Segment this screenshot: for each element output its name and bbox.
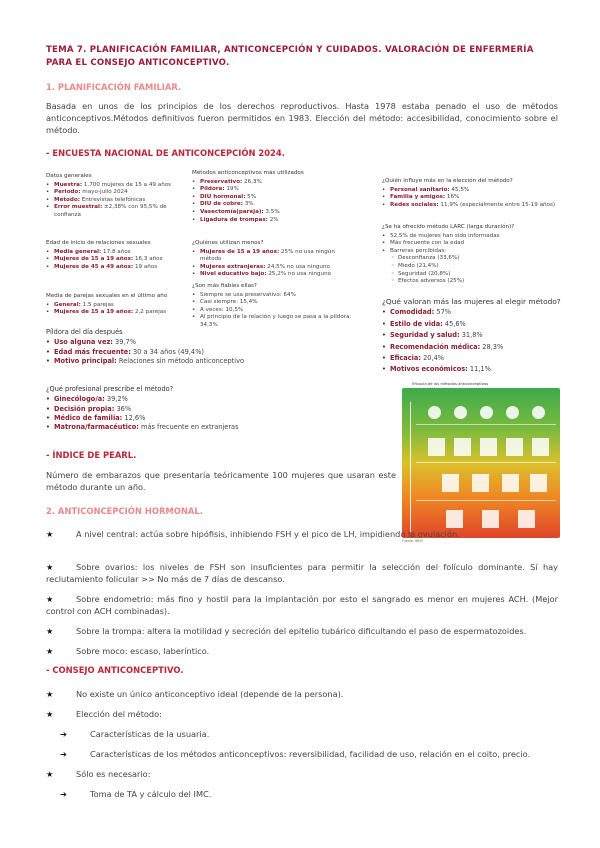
- method-icon: [428, 438, 445, 456]
- list-item: [46, 256, 194, 264]
- consejo-item: [46, 708, 162, 720]
- item-value: 26,3%: [242, 178, 262, 185]
- list-item: [46, 405, 296, 414]
- list-item: • Siempre se usa preservativo: 64%: [192, 292, 352, 300]
- item-value: más frecuente en extranjeras: [138, 423, 239, 432]
- item-label: Motivo principal:: [54, 356, 117, 365]
- method-icon: [454, 406, 467, 419]
- list-item: [192, 271, 352, 279]
- list-item: [192, 186, 350, 194]
- method-icon: [442, 474, 459, 492]
- star-icon: ★: [46, 689, 54, 699]
- item-value: 19%: [224, 186, 239, 193]
- survey-influence: [382, 178, 562, 209]
- item-value: 12,6%: [122, 413, 146, 422]
- star-icon: ★: [46, 769, 54, 779]
- survey-who-uses-less: [192, 240, 352, 279]
- item-label: Método:: [54, 196, 80, 203]
- section-heading-hormonal: 2. ANTICONCEPCIÓN HORMONAL.: [46, 506, 203, 516]
- star-icon: ★: [46, 646, 54, 656]
- consejo-text: Sólo es necesario:: [76, 769, 151, 779]
- block-title: ¿Qué profesional prescribe el método?: [46, 385, 174, 393]
- item-label: Estilo de vida:: [390, 319, 443, 328]
- consejo-subitem: [60, 788, 211, 800]
- item-value: 3,5%: [263, 208, 280, 215]
- hormonal-item-text: Sobre endometrio: más fino y hostil para la implantación por esto el sangrado es menor en mujeres ACH. (Mejor control con ACH combinadas).: [46, 594, 558, 617]
- item-label: Personal sanitario:: [390, 186, 450, 193]
- arrow-icon: ➔: [60, 789, 67, 799]
- survey-general-data: [46, 173, 194, 220]
- item-value: 16%: [445, 194, 460, 201]
- item-value: 1.700 mujeres de 15 a 49 años: [82, 181, 172, 188]
- item-label: Médico de familia:: [54, 413, 123, 422]
- hormonal-item-text: Sobre ovarios: los niveles de FSH son insuficientes para permitir la selección del folículo dominante. Sí hay reclutamiento folicular >> No más de 7 días de descanso.: [46, 562, 558, 585]
- item-value: 39,2%: [104, 395, 128, 404]
- list-subitem: ◦ Miedo (21,4%): [382, 263, 562, 271]
- survey-methods-used: [192, 170, 350, 224]
- item-label: Nivel educativo bajo:: [200, 271, 267, 278]
- method-icon: [454, 438, 471, 456]
- survey-morning-after-pill: [46, 328, 246, 366]
- item-value: Entrevistas telefónicas: [79, 196, 146, 203]
- item-label: Vasectomía(pareja):: [200, 208, 264, 215]
- item-label: Mujeres de 15 a 19 años:: [200, 248, 280, 255]
- list-item: [382, 319, 564, 330]
- item-label: Mujeres de 45 a 49 años:: [54, 263, 134, 270]
- item-value: 31,8%: [459, 331, 483, 340]
- list-item: [382, 202, 562, 210]
- item-label: Edad más frecuente:: [54, 347, 131, 356]
- list-item: [192, 249, 352, 264]
- infographic-source: Fuente: WHO: [402, 539, 424, 543]
- item-label: Decisión propia:: [54, 404, 115, 413]
- list-item: • Casi siempre: 15,4%: [192, 299, 352, 307]
- list-item: [382, 307, 564, 318]
- item-value: 20,4%: [421, 353, 445, 362]
- block-title: ¿Son más fiables ellas?: [192, 283, 257, 289]
- star-icon: ★: [46, 529, 54, 539]
- item-label: Matrona/farmacéutico:: [54, 423, 139, 432]
- item-value: 11,9% (especialmente entre 15-19 años): [438, 201, 556, 208]
- list-item: [382, 194, 562, 202]
- survey-first-sex-age: [46, 240, 194, 271]
- item-label: Familia y amigos:: [390, 194, 446, 201]
- item-label: Mujeres extranjeras:: [200, 263, 266, 270]
- item-value: 57%: [434, 308, 452, 317]
- list-item: [192, 201, 350, 209]
- tier-divider: [416, 500, 556, 501]
- item-label: Periodo:: [54, 189, 81, 196]
- item-value: 39,7%: [112, 338, 136, 347]
- method-icon: [506, 406, 519, 419]
- survey-larc: [382, 224, 562, 286]
- section-heading-consejo: - CONSEJO ANTICONCEPTIVO.: [46, 665, 184, 675]
- item-value: 16,3 años: [133, 256, 163, 263]
- consejo-subitem: [60, 748, 530, 760]
- consejo-text: Características de la usuaria.: [90, 729, 210, 739]
- hormonal-item: [46, 528, 558, 540]
- item-value: 25,2% no usa ninguno: [266, 271, 332, 278]
- document-title: TEMA 7. PLANIFICACIÓN FAMILIAR, ANTICONCEPCIÓN Y CUIDADOS. VALORACIÓN DE ENFERMERÍA PARA EL CONSEJO ANTICONCEPTIVO.: [46, 45, 534, 68]
- item-label: General:: [54, 301, 81, 308]
- block-title: Píldora del día después: [46, 328, 123, 336]
- list-item: • Al principio de la relación y luego se pasa a la píldora: 34,3%: [192, 314, 352, 329]
- contraceptive-effectiveness-infographic: [402, 388, 560, 538]
- survey-values: [382, 297, 564, 376]
- block-title: Datos generales: [46, 173, 92, 179]
- item-value: Relaciones sin método anticonceptivo: [116, 356, 245, 365]
- item-label: Eficacia:: [390, 353, 422, 362]
- tier-divider: [416, 424, 556, 425]
- block-title: ¿Quién influye más en la elección del método?: [382, 178, 513, 184]
- hormonal-item: [46, 561, 558, 585]
- list-item: [46, 395, 296, 404]
- star-icon: ★: [46, 709, 54, 719]
- item-value: 45,6%: [442, 319, 466, 328]
- item-label: Motivos económicos:: [390, 365, 468, 374]
- item-label: Redes sociales:: [390, 201, 439, 208]
- list-item: [46, 423, 296, 432]
- section-heading-encuesta: - ENCUESTA NACIONAL DE ANTICONCEPCIÓN 2024.: [46, 148, 285, 158]
- consejo-item: [46, 768, 150, 780]
- infographic-title: Eficacia de los métodos anticonceptivos: [412, 381, 489, 386]
- list-item: [382, 364, 564, 375]
- hormonal-item: [46, 625, 558, 637]
- item-label: Seguridad y salud:: [390, 331, 460, 340]
- hormonal-item: [46, 645, 558, 657]
- item-value: 3%: [242, 201, 254, 208]
- item-value: ±2,38% con 95,5% de confianza: [54, 204, 167, 218]
- star-icon: ★: [46, 594, 54, 604]
- list-item: • 52,5% de mujeres han sido informadas: [382, 233, 562, 241]
- item-label: Error muestral:: [54, 204, 103, 211]
- item-value: 2,2 parejas: [133, 309, 167, 316]
- list-item: [46, 357, 246, 366]
- survey-prescriber: [46, 385, 296, 432]
- list-item: [46, 197, 194, 205]
- list-item: [46, 348, 246, 357]
- list-item: [192, 194, 350, 202]
- hormonal-item-text: A nivel central: actúa sobre hipófisis, inhibiendo FSH y el pico de LH, impidiendo la ovulación.: [76, 529, 460, 539]
- consejo-subitem: [60, 728, 209, 740]
- method-icon: [480, 406, 493, 419]
- item-label: Mujeres de 15 a 19 años:: [54, 256, 134, 263]
- survey-partners: [46, 293, 194, 317]
- list-item: [382, 342, 564, 353]
- list-item: [382, 353, 564, 364]
- star-icon: ★: [46, 626, 54, 636]
- tier-divider: [416, 462, 556, 463]
- item-label: Ligadura de trompas:: [200, 216, 268, 223]
- item-label: Comodidad:: [390, 308, 435, 317]
- block-title: Media de parejas sexuales en el último año: [46, 293, 168, 299]
- list-item: [46, 309, 194, 317]
- item-value: 1,5 parejas: [80, 301, 114, 308]
- item-value: 45,5%: [449, 186, 470, 193]
- item-label: DIU de cobre:: [200, 201, 243, 208]
- consejo-text: Toma de TA y cálculo del IMC.: [90, 789, 212, 799]
- item-label: Muestra:: [54, 181, 83, 188]
- list-item: [46, 182, 194, 190]
- list-item: • Barreras percibidas:: [382, 248, 562, 256]
- list-item: [192, 264, 352, 272]
- list-item: [382, 187, 562, 195]
- list-item: [382, 330, 564, 341]
- item-value: 5%: [245, 193, 257, 200]
- list-item: [46, 189, 194, 197]
- arrow-icon: ➔: [60, 729, 67, 739]
- item-label: Preservativo:: [200, 178, 243, 185]
- item-value: 24,5% no usa ninguno: [265, 263, 330, 270]
- list-item: [46, 204, 194, 219]
- method-icon: [506, 438, 523, 456]
- block-title: Métodos anticonceptivos más utilizados: [192, 170, 304, 176]
- item-value: 11,1%: [467, 365, 491, 374]
- method-icon: [482, 510, 499, 528]
- hormonal-item: [46, 593, 558, 617]
- item-label: Mujeres de 15 a 19 años:: [54, 309, 134, 316]
- method-icon: [480, 438, 497, 456]
- list-item: [46, 249, 194, 257]
- hormonal-item-text: Sobre moco: escaso, laberíntico.: [76, 646, 210, 656]
- item-value: mayo-julio 2024: [80, 189, 128, 196]
- survey-reliability: [192, 283, 352, 330]
- item-value: 30 a 34 años (49,4%): [130, 347, 204, 356]
- method-icon: [532, 438, 549, 456]
- list-item: • Más frecuente con la edad: [382, 240, 562, 248]
- list-item: [192, 217, 350, 225]
- list-item: [192, 209, 350, 217]
- scale-arrow: [410, 402, 411, 532]
- item-value: 19 años: [133, 263, 158, 270]
- block-title: Edad de inicio de relaciones sexuales: [46, 240, 151, 246]
- method-icon: [518, 510, 535, 528]
- list-item: [46, 264, 194, 272]
- consejo-text: Características de los métodos anticonceptivos: reversibilidad, facilidad de uso, relación en el coito, precio.: [90, 749, 531, 759]
- block-title: ¿Se ha ofrecido método LARC (larga duración)?: [382, 224, 515, 230]
- pearl-paragraph: Número de embarazos que presentaría teóricamente 100 mujeres que usaran este método durante un año.: [46, 470, 396, 493]
- consejo-text: No existe un único anticonceptivo ideal (depende de la persona).: [76, 689, 344, 699]
- method-icon: [472, 474, 489, 492]
- list-item: • A veces: 10,5%: [192, 307, 352, 315]
- method-icon: [530, 474, 547, 492]
- method-icon: [532, 406, 545, 419]
- item-value: 36%: [114, 404, 132, 413]
- section-heading-pearl: - ÍNDICE DE PEARL.: [46, 450, 137, 460]
- list-item: [46, 338, 246, 347]
- planificacion-paragraph: Basada en unos de los principios de los derechos reproductivos. Hasta 1978 estaba penado el uso de métodos anticonceptivos.Métodos definitivos fueron permitidos en 1983. Elección del método: accesibilidad, conocimiento sobre el método.: [46, 101, 558, 136]
- consejo-item: [46, 688, 343, 700]
- list-subitem: ◦ Efectos adversos (25%): [382, 278, 562, 286]
- method-icon: [428, 406, 441, 419]
- item-label: Recomendación médica:: [390, 342, 481, 351]
- hormonal-item-text: Sobre la trompa: altera la motilidad y secreción del epitelio tubárico dificultando el paso de espermatozoides.: [76, 626, 527, 636]
- block-title: ¿Qué valoran más las mujeres al elegir método?: [382, 297, 561, 306]
- item-label: Píldora:: [200, 186, 225, 193]
- star-icon: ★: [46, 562, 54, 572]
- item-value: 17,8 años: [101, 248, 131, 255]
- block-title: ¿Quiénes utilizan menos?: [192, 240, 264, 246]
- item-label: Uso alguna vez:: [54, 338, 113, 347]
- item-value: 2%: [267, 216, 279, 223]
- consejo-text: Elección del método:: [76, 709, 162, 719]
- section-heading-planificacion: 1. PLANIFICACIÓN FAMILIAR.: [46, 82, 182, 92]
- list-item: [46, 302, 194, 310]
- method-icon: [446, 510, 463, 528]
- item-label: Ginecólogo/a:: [54, 395, 105, 404]
- arrow-icon: ➔: [60, 749, 67, 759]
- item-label: DIU hormonal:: [200, 193, 246, 200]
- method-icon: [502, 474, 519, 492]
- list-subitem: ◦ Seguridad (20,8%): [382, 271, 562, 279]
- item-value: 28,3%: [480, 342, 504, 351]
- list-subitem: ◦ Desconfianza (33,6%): [382, 255, 562, 263]
- list-item: [46, 414, 296, 423]
- item-value: 25% no usa ningún método: [200, 248, 335, 263]
- item-label: Media general:: [54, 248, 102, 255]
